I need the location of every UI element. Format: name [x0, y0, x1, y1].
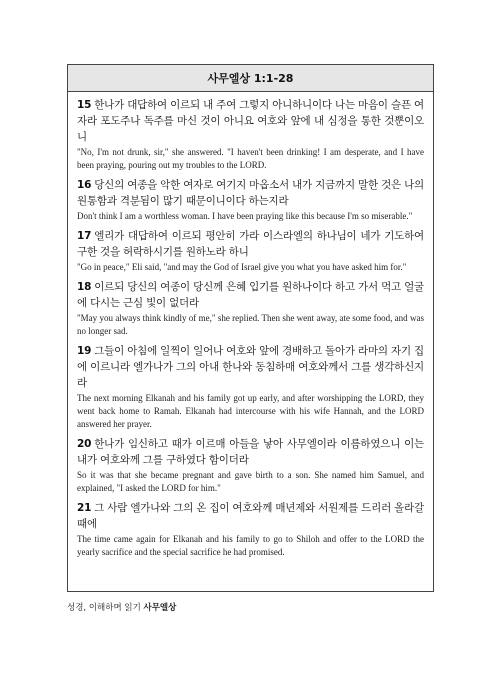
- passage-box: [67, 64, 434, 592]
- verse-number: 20: [77, 438, 92, 450]
- korean-text: 한나가 임신하고 때가 이르매 아들을 낳아 사무엘이라 이름하였으니 이는 내가 여호와께 그를 구하였다 함이더라: [77, 438, 424, 466]
- verse-item: [77, 279, 424, 338]
- verse-list: [68, 92, 433, 559]
- korean-text: 한나가 대답하여 이르되 내 주여 그렇지 아니하니이다 나는 마음이 슬픈 여자라 포도주나 독주를 마신 것이 아니요 여호와 앞에 내 심정을 통한 것뿐이오니: [77, 99, 424, 143]
- korean-verse: [77, 228, 424, 260]
- english-text: Don't think I am a worthless woman. I have been praying like this because I'm so miserable.": [77, 211, 413, 221]
- korean-verse: [77, 500, 424, 532]
- verse-number: 21: [77, 502, 92, 514]
- korean-verse: [77, 343, 424, 391]
- verse-number: 16: [77, 179, 92, 191]
- verse-number: 15: [77, 99, 92, 111]
- korean-verse: [77, 436, 424, 468]
- verse-item: [77, 436, 424, 495]
- english-text: So it was that she became pregnant and gave birth to a son. She named him Samuel, and explained, "I asked the LORD for him.": [77, 470, 424, 493]
- english-text: "Go in peace," Eli said, "and may the God of Israel give you what you have asked him for.": [77, 262, 407, 272]
- english-text: "May you always think kindly of me," she replied. Then she went away, ate some food, and was no longer sad.: [77, 313, 424, 336]
- korean-text: 당신의 여종을 악한 여자로 여기지 마옵소서 내가 지금까지 말한 것은 나의 원통함과 격분됨이 많기 때문이니이다 하는지라: [77, 179, 424, 207]
- verse-item: [77, 500, 424, 559]
- korean-verse: [77, 97, 424, 145]
- verse-number: 17: [77, 230, 92, 242]
- korean-text: 이르되 당신의 여종이 당신께 은혜 입기를 원하나이다 하고 가서 먹고 얼굴에 다시는 근심 빛이 없더라: [77, 281, 424, 309]
- verse-item: [77, 97, 424, 172]
- english-text: The next morning Elkanah and his family got up early, and after worshipping the LORD, they went back home to Ramah. Elkanah had intercourse with his wife Hannah, and the LORD answered her prayer.: [77, 393, 424, 429]
- korean-text: 그 사람 엘가나와 그의 온 집이 여호와께 매년제와 서원제를 드리러 올라갈 때에: [77, 502, 424, 530]
- passage-title: 사무엘상 1:1-28: [207, 72, 294, 85]
- korean-verse: [77, 279, 424, 311]
- footer-book-title: 사무엘상: [143, 603, 177, 613]
- english-text: The time came again for Elkanah and his family to go to Shiloh and offer to the LORD the yearly sacrifice and the special sacrifice he had promised.: [77, 534, 424, 557]
- verse-item: [77, 343, 424, 431]
- korean-verse: [77, 177, 424, 209]
- verse-number: 19: [77, 345, 92, 357]
- verse-number: 18: [77, 281, 92, 293]
- footer-prefix: 성경, 이해하며 읽기: [67, 603, 144, 613]
- english-text: "No, I'm not drunk, sir," she answered. "I haven't been drinking! I am desperate, and I have been praying, pouring out my troubles to the LORD.: [77, 147, 424, 170]
- passage-header: [68, 65, 433, 92]
- korean-text: 그들이 아침에 일찍이 일어나 여호와 앞에 경배하고 돌아가 라마의 자기 집에 이르니라 엘가나가 그의 아내 한나와 동침하매 여호와께서 그를 생각하신지라: [77, 345, 424, 389]
- verse-item: [77, 177, 424, 223]
- korean-text: 엘리가 대답하여 이르되 평안히 가라 이스라엘의 하나님이 네가 기도하여 구한 것을 허락하시기를 원하노라 하니: [77, 230, 424, 258]
- verse-item: [77, 228, 424, 274]
- page-footer: [67, 601, 176, 613]
